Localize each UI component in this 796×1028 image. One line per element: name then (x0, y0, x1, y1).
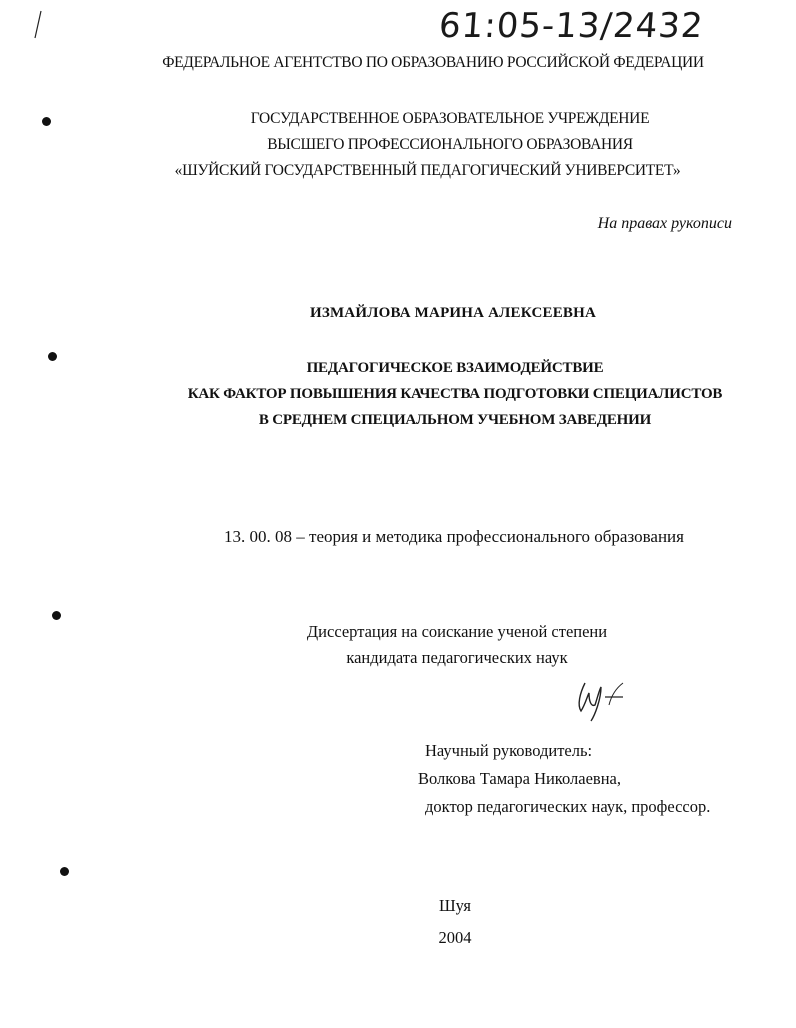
manuscript-note: На правах рукописи (597, 215, 732, 232)
institution-line: «ШУЙСКИЙ ГОСУДАРСТВЕННЫЙ ПЕДАГОГИЧЕСКИЙ УНИВЕРСИТЕТ» (174, 162, 681, 179)
punch-hole-icon (52, 611, 61, 620)
supervisor-title: доктор педагогических наук, профессор. (425, 797, 711, 816)
signature-icon (565, 675, 640, 725)
institution-line: ГОСУДАРСТВЕННОЕ ОБРАЗОВАТЕЛЬНОЕ УЧРЕЖДЕНИЕ (250, 110, 650, 127)
city-year (405, 890, 505, 954)
year: 2004 (438, 928, 472, 947)
ministry-heading: ФЕДЕРАЛЬНОЕ АГЕНТСТВО ПО ОБРАЗОВАНИЮ РОССИЙСКОЙ ФЕДЕРАЦИИ (162, 54, 704, 71)
degree-line: кандидата педагогических наук (346, 648, 568, 667)
degree-statement (152, 619, 762, 671)
degree-line: Диссертация на соискание ученой степени (306, 622, 608, 641)
archive-number: 61:05-13/2432 (437, 6, 705, 46)
institution-block (100, 106, 796, 184)
pen-mark-icon (32, 10, 44, 40)
author-name: ИЗМАЙЛОВА МАРИНА АЛЕКСЕЕВНА (309, 305, 597, 321)
dissertation-title (75, 355, 796, 433)
supervisor-label: Научный руководитель: (425, 741, 593, 760)
supervisor-name: Волкова Тамара Николаевна, (418, 769, 621, 788)
punch-hole-icon (60, 867, 69, 876)
title-line: КАК ФАКТОР ПОВЫШЕНИЯ КАЧЕСТВА ПОДГОТОВКИ СПЕЦИАЛИСТОВ (187, 386, 723, 402)
title-line: ПЕДАГОГИЧЕСКОЕ ВЗАИМОДЕЙСТВИЕ (306, 360, 604, 376)
punch-hole-icon (48, 352, 57, 361)
title-line: В СРЕДНЕМ СПЕЦИАЛЬНОМ УЧЕБНОМ ЗАВЕДЕНИИ (258, 412, 652, 428)
specialty-code: 13. 00. 08 – теория и методика профессионального образования (224, 527, 684, 546)
institution-line: ВЫСШЕГО ПРОФЕССИОНАЛЬНОГО ОБРАЗОВАНИЯ (267, 136, 633, 153)
city: Шуя (438, 896, 472, 915)
punch-hole-icon (42, 117, 51, 126)
supervisor-block (420, 737, 710, 821)
